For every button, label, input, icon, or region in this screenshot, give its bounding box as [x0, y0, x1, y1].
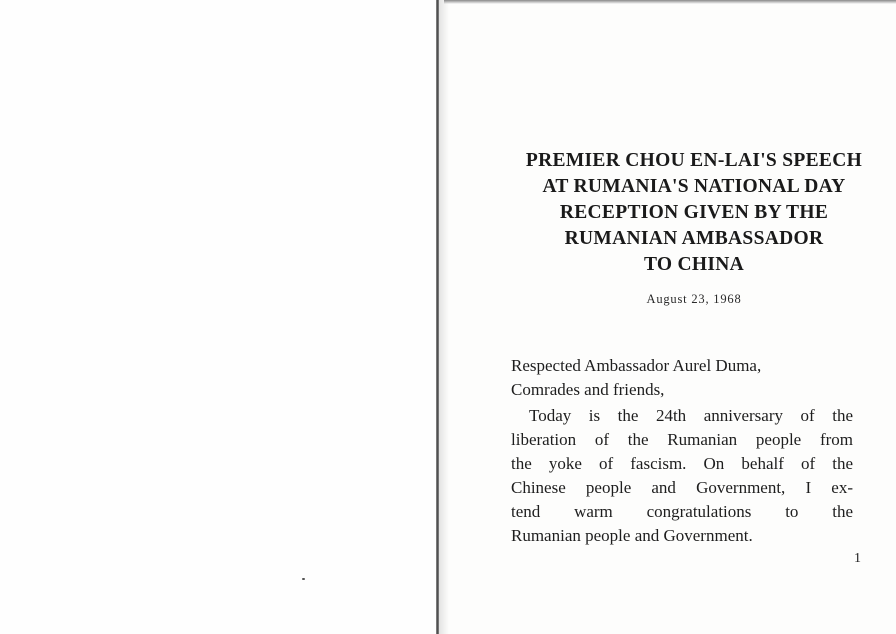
paper-speck	[302, 578, 305, 580]
salutation-line: Comrades and friends,	[511, 380, 665, 399]
gutter-shadow	[439, 0, 449, 634]
title-line: RUMANIAN AMBASSADOR	[564, 228, 824, 249]
paragraph-line: Rumanian people and Government.	[511, 526, 753, 545]
paragraph-line: the yoke of fascism. On behalf of the	[511, 454, 853, 473]
speech-title	[489, 148, 896, 278]
title-line: PREMIER CHOU EN-LAI'S SPEECH	[525, 150, 863, 171]
speech-date: August 23, 1968	[646, 292, 742, 306]
title-line: AT RUMANIA'S NATIONAL DAY	[542, 176, 846, 197]
paragraph-line: Chinese people and Government, I ex-	[511, 478, 853, 497]
paragraph-line: Today is the 24th anniversary of the	[529, 406, 853, 425]
speech-paragraph	[511, 404, 853, 548]
title-line: TO CHINA	[643, 254, 745, 275]
left-blank-page	[0, 0, 436, 634]
page-number: 1	[854, 551, 861, 566]
paragraph-line: tend warm congratulations to the	[511, 502, 853, 521]
salutation	[511, 354, 871, 402]
salutation-line: Respected Ambassador Aurel Duma,	[511, 356, 762, 375]
title-line: RECEPTION GIVEN BY THE	[559, 202, 829, 223]
right-text-page	[449, 0, 896, 634]
paragraph-line: liberation of the Rumanian people from	[511, 430, 853, 449]
